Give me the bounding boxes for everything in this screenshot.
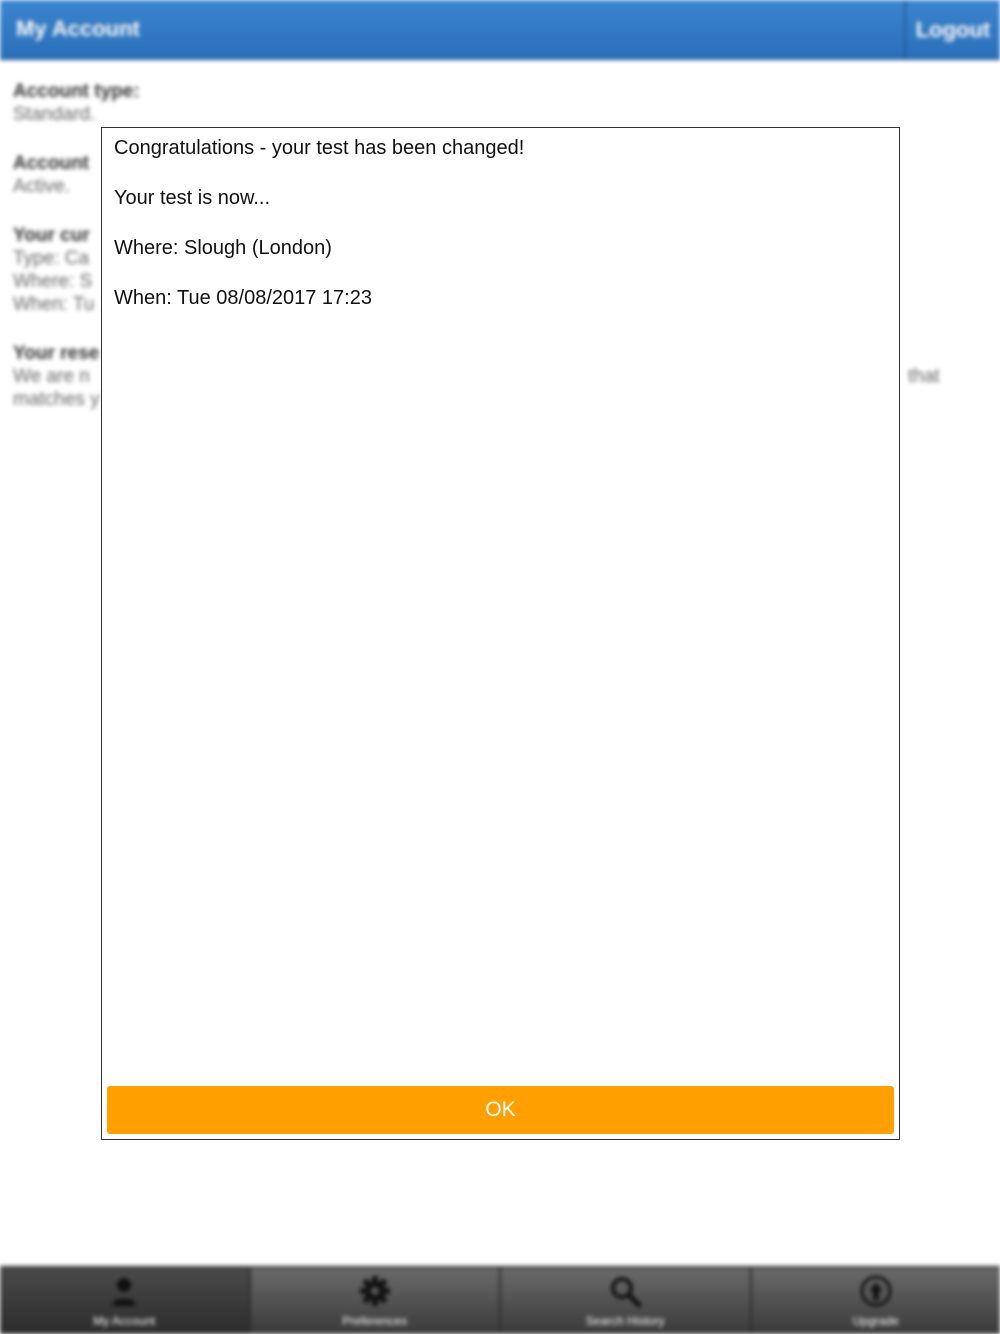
dialog-now-text: Your test is now... <box>114 187 271 209</box>
tab-my-account[interactable] <box>0 1268 251 1334</box>
page-title: My Account <box>16 16 140 41</box>
tab-label: Search History <box>585 1314 665 1328</box>
account-type-value: Standard. <box>13 104 96 125</box>
header-bar <box>0 0 1000 60</box>
tab-label: My Account <box>93 1314 156 1328</box>
current-test-when: When: Tu <box>13 294 95 315</box>
upgrade-icon <box>859 1274 893 1308</box>
tab-bar <box>0 1266 1000 1334</box>
reservation-line-2: matches y <box>13 389 100 410</box>
tab-label: Preferences <box>342 1314 408 1328</box>
reservation-trailing: that <box>908 366 940 387</box>
gear-icon <box>358 1274 392 1308</box>
current-test-where: Where: S <box>13 271 93 292</box>
reservation-label: Your rese <box>13 343 100 364</box>
reservation-line-1: We are n <box>13 366 90 387</box>
search-icon <box>608 1274 642 1308</box>
dialog-where-text: Where: Slough (London) <box>114 237 332 259</box>
account-type-section <box>13 80 973 126</box>
current-test-type: Type: Ca <box>13 248 90 269</box>
account-status-label: Account <box>13 153 89 174</box>
current-test-label: Your cur <box>13 225 90 246</box>
test-changed-dialog <box>101 127 900 1140</box>
tab-search-history[interactable] <box>501 1268 752 1334</box>
account-type-label: Account type: <box>13 81 140 102</box>
tab-upgrade[interactable] <box>752 1268 1000 1334</box>
dialog-congrats-text: Congratulations - your test has been changed! <box>114 137 525 159</box>
dialog-when-text: When: Tue 08/08/2017 17:23 <box>114 287 372 309</box>
logout-button[interactable]: Logout <box>904 0 1000 60</box>
account-status-value: Active. <box>13 176 71 197</box>
ok-button[interactable]: OK <box>107 1086 894 1134</box>
dialog-message <box>114 136 524 336</box>
tab-label: Upgrade <box>852 1314 899 1328</box>
tab-preferences[interactable] <box>251 1268 502 1334</box>
user-icon <box>107 1274 141 1308</box>
